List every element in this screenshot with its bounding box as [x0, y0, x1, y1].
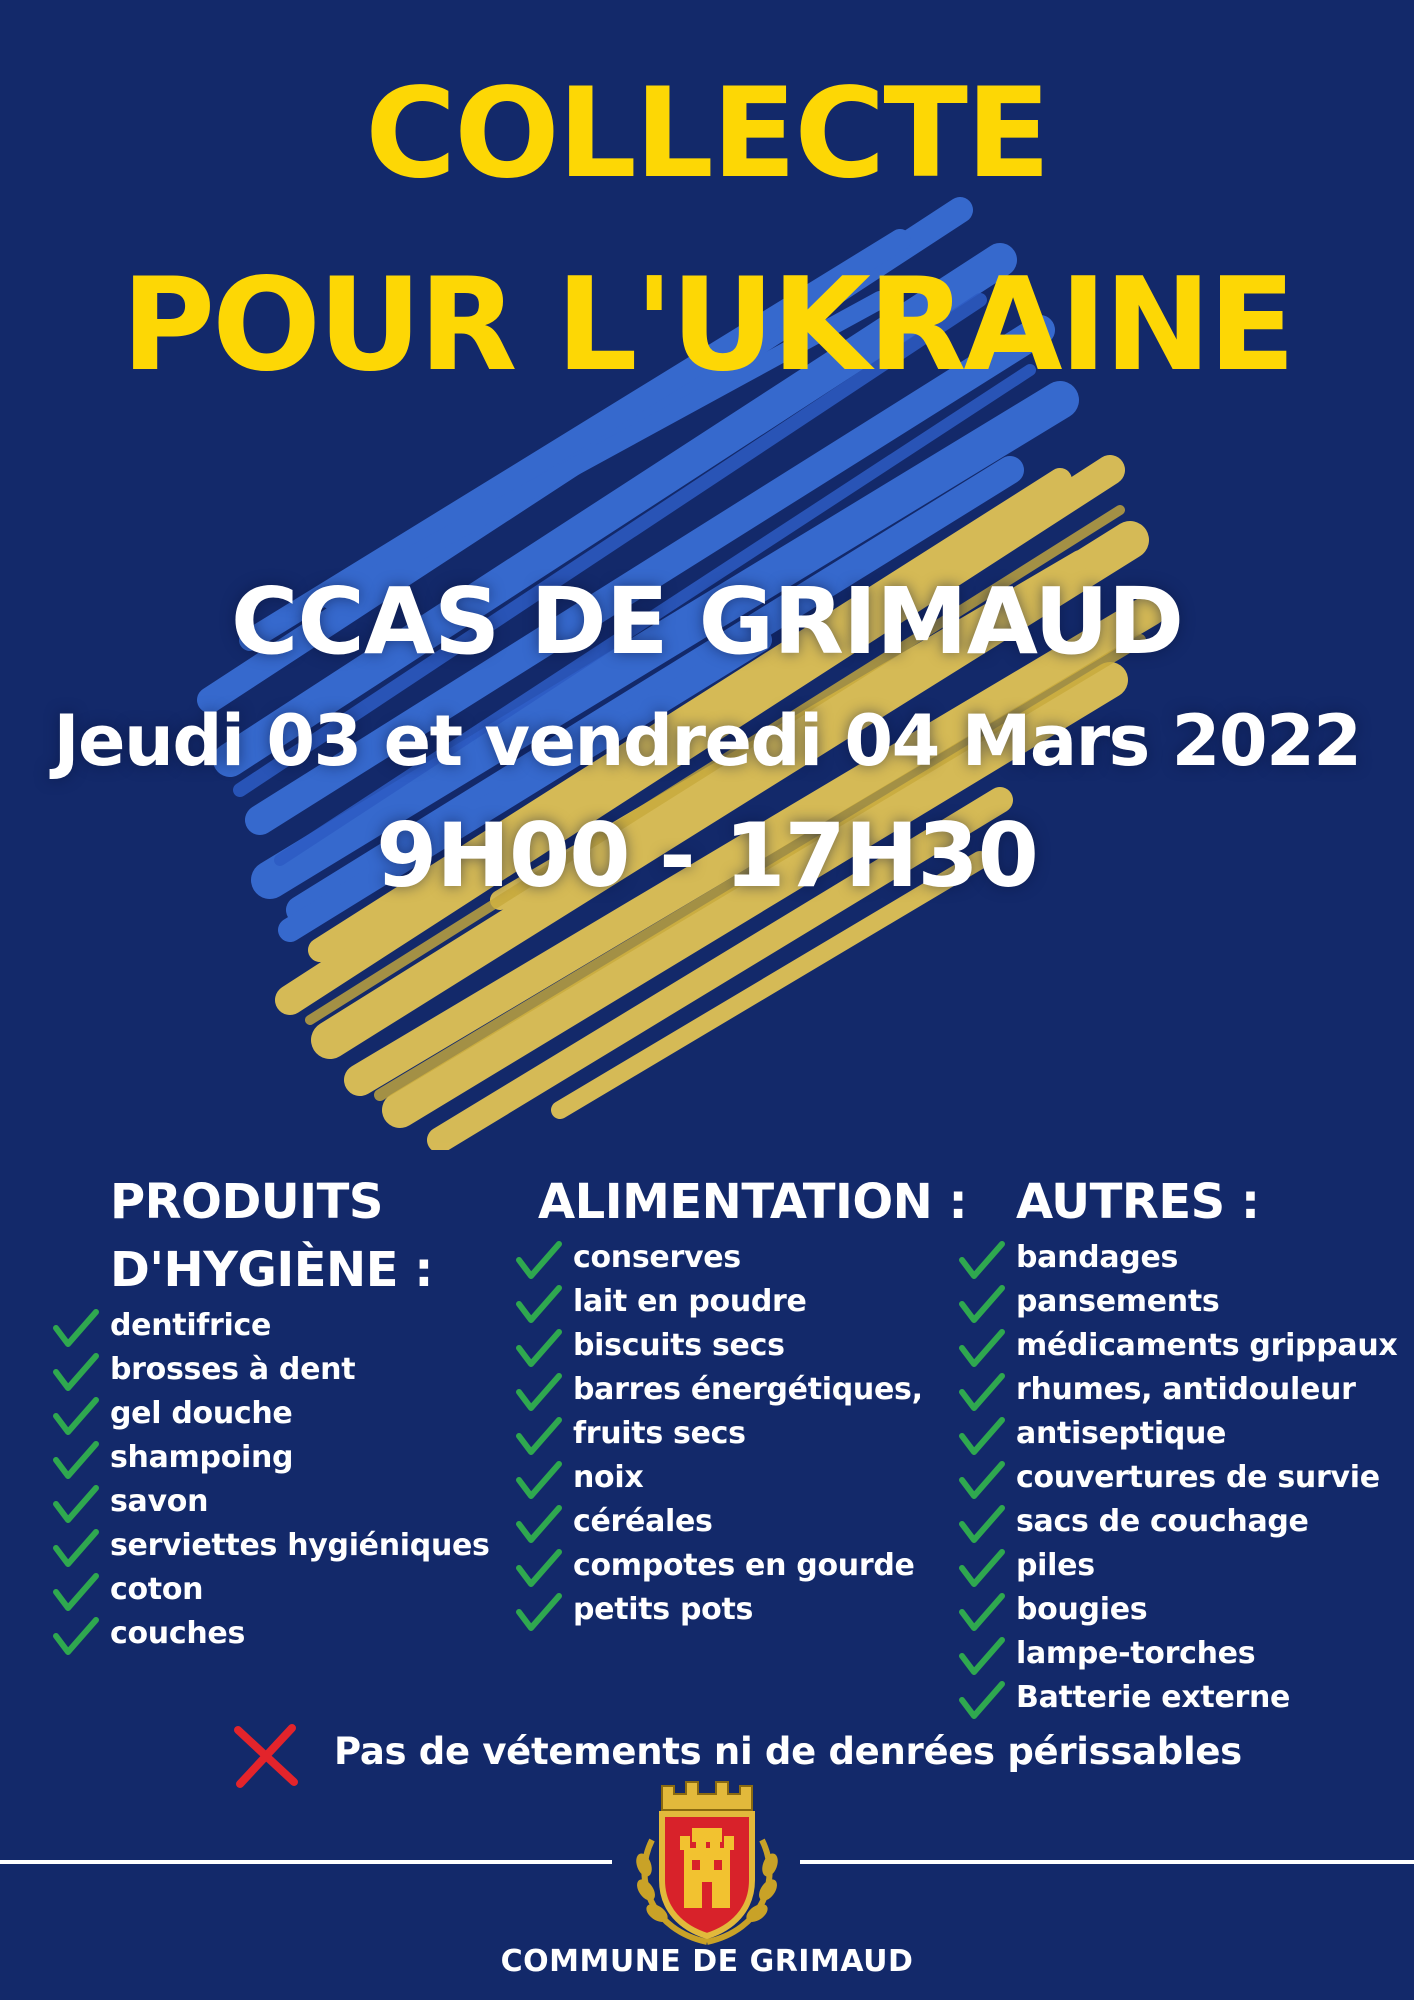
list-item: shampoing — [110, 1436, 490, 1480]
list-item: biscuits secs — [573, 1324, 967, 1368]
food-list — [573, 1236, 967, 1632]
check-icon — [515, 1326, 563, 1370]
list-item: piles — [1016, 1544, 1397, 1588]
title-line-2: POUR L'UKRAINE — [121, 251, 1293, 400]
check-icon — [958, 1370, 1006, 1414]
list-item: bougies — [1016, 1588, 1397, 1632]
list-item: dentifrice — [110, 1304, 490, 1348]
check-icon — [958, 1458, 1006, 1502]
check-icon — [515, 1414, 563, 1458]
food-heading: ALIMENTATION : — [538, 1174, 968, 1230]
check-icon — [52, 1350, 100, 1394]
list-item: fruits secs — [573, 1412, 967, 1456]
hygiene-column — [110, 1168, 490, 1656]
check-icon — [52, 1394, 100, 1438]
check-icon — [958, 1414, 1006, 1458]
check-icon — [515, 1590, 563, 1634]
list-item: barres énergétiques, — [573, 1368, 967, 1412]
notice-text: Pas de vétements ni de denrées périssables — [334, 1730, 1242, 1773]
list-item: pansements — [1016, 1280, 1397, 1324]
check-icon — [958, 1326, 1006, 1370]
check-icon — [958, 1590, 1006, 1634]
check-icon — [52, 1482, 100, 1526]
list-item: lampe-torches — [1016, 1632, 1397, 1676]
list-item: couvertures de survie — [1016, 1456, 1397, 1500]
check-icon — [52, 1614, 100, 1658]
check-icon — [515, 1282, 563, 1326]
event-hours: 9H00 - 17H30 — [376, 804, 1038, 907]
check-icon — [52, 1306, 100, 1350]
event-dates: Jeudi 03 et vendredi 04 Mars 2022 — [53, 700, 1361, 782]
list-item: céréales — [573, 1500, 967, 1544]
divider-right — [800, 1860, 1414, 1864]
list-item: sacs de couchage — [1016, 1500, 1397, 1544]
divider-left — [0, 1860, 612, 1864]
footer-municipality: COMMUNE DE GRIMAUD — [500, 1944, 914, 1979]
check-icon — [52, 1438, 100, 1482]
other-column — [1016, 1168, 1397, 1720]
check-icon — [515, 1370, 563, 1414]
other-list — [1016, 1236, 1397, 1720]
coat-of-arms — [622, 1770, 792, 1950]
check-icon — [958, 1502, 1006, 1546]
check-icon — [958, 1546, 1006, 1590]
check-icon — [52, 1570, 100, 1614]
check-icon — [515, 1502, 563, 1546]
list-item: bandages — [1016, 1236, 1397, 1280]
hygiene-list — [110, 1304, 490, 1656]
list-item: couches — [110, 1612, 490, 1656]
list-item: noix — [573, 1456, 967, 1500]
check-icon — [515, 1546, 563, 1590]
check-icon — [515, 1458, 563, 1502]
title-line-1: COLLECTE — [365, 62, 1049, 206]
list-item: rhumes, antidouleur — [1016, 1368, 1397, 1412]
list-item: médicaments grippaux — [1016, 1324, 1397, 1368]
cross-icon — [230, 1722, 302, 1788]
list-item: conserves — [573, 1236, 967, 1280]
list-item: brosses à dent — [110, 1348, 490, 1392]
list-item: coton — [110, 1568, 490, 1612]
hygiene-heading-line-1: PRODUITS — [110, 1174, 383, 1230]
other-heading: AUTRES : — [1016, 1174, 1260, 1230]
check-icon — [958, 1238, 1006, 1282]
list-item: petits pots — [573, 1588, 967, 1632]
check-icon — [958, 1634, 1006, 1678]
list-item: lait en poudre — [573, 1280, 967, 1324]
list-item: savon — [110, 1480, 490, 1524]
list-item: Batterie externe — [1016, 1676, 1397, 1720]
list-item: serviettes hygiéniques — [110, 1524, 490, 1568]
list-item: compotes en gourde — [573, 1544, 967, 1588]
list-item: gel douche — [110, 1392, 490, 1436]
food-column — [538, 1168, 967, 1632]
list-item: antiseptique — [1016, 1412, 1397, 1456]
venue: CCAS DE GRIMAUD — [230, 568, 1184, 675]
check-icon — [958, 1282, 1006, 1326]
check-icon — [958, 1678, 1006, 1722]
check-icon — [515, 1238, 563, 1282]
hygiene-heading-line-2: D'HYGIÈNE : — [110, 1242, 433, 1298]
check-icon — [52, 1526, 100, 1570]
